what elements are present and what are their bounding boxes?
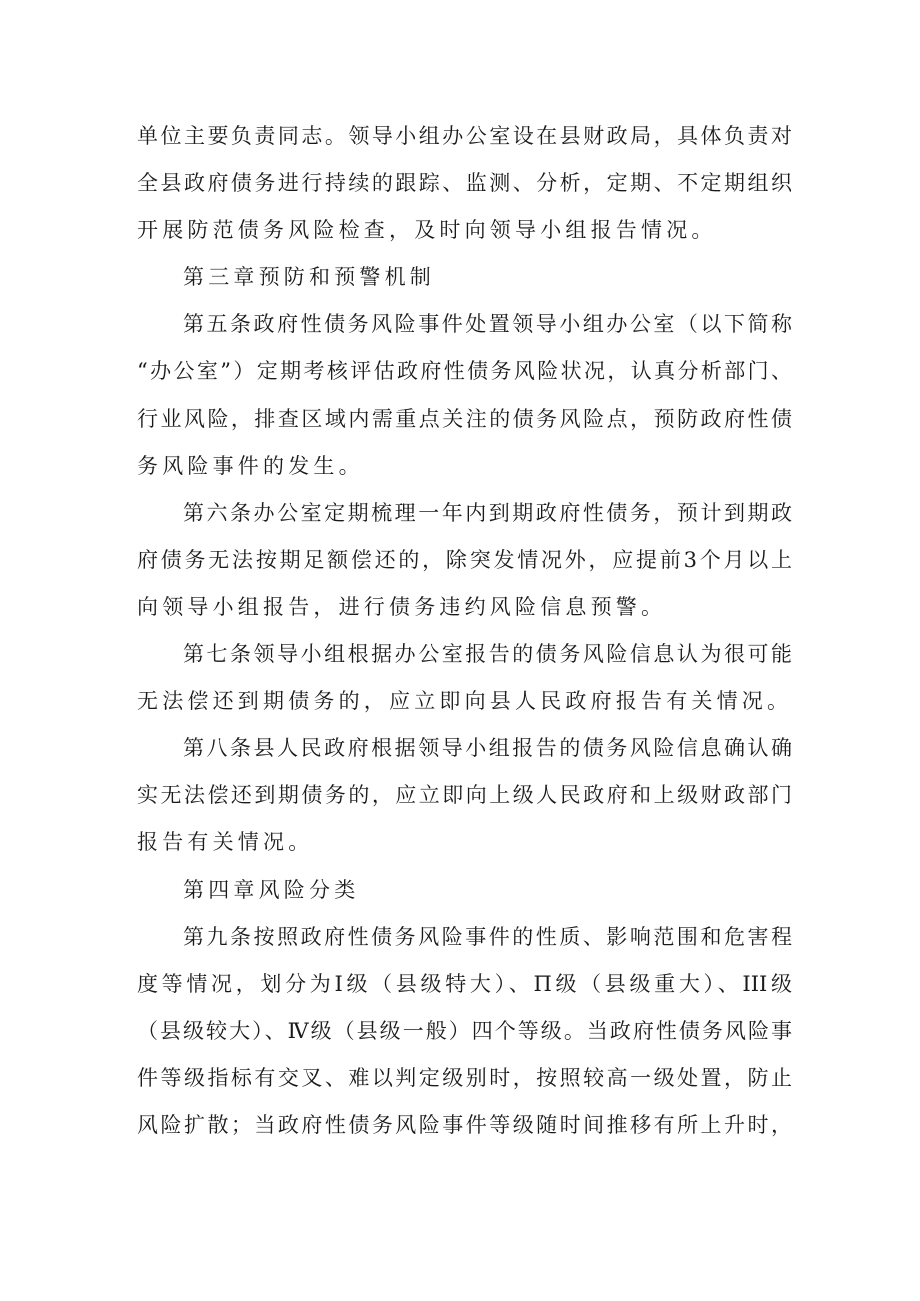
chapter-heading: 第三章预防和预警机制	[183, 265, 435, 290]
text-line: 第八条县人民政府根据领导小组报告的债务风险信息确认确	[183, 736, 792, 761]
text-line: 单位主要负责同志。领导小组办公室设在县财政局，具体负责对	[137, 124, 792, 148]
text-line: 第九条按照政府性债务风险事件的性质、影响范围和危害程	[183, 924, 792, 949]
chapter-heading: 第四章风险分类	[183, 877, 360, 902]
text-line: “办公室”）定期考核评估政府性债务风险状况，认真分析部门、	[137, 359, 792, 384]
text-line: 府债务无法按期足额偿还的，除突发情况外，应提前3个月以上	[137, 547, 792, 572]
text-line: 报告有关情况。	[137, 830, 314, 855]
text-line: （县级较大）、Ⅳ级（县级一般）四个等级。当政府性债务风险事	[137, 1018, 792, 1043]
text-line: 实无法偿还到期债务的，应立即向上级人民政府和上级财政部门	[137, 783, 792, 808]
text-line: 行业风险，排查区域内需重点关注的债务风险点，预防政府性债	[137, 406, 792, 431]
text-line: 第五条政府性债务风险事件处置领导小组办公室（以下简称	[183, 312, 792, 337]
text-line: 第七条领导小组根据办公室报告的债务风险信息认为很可能	[183, 642, 792, 667]
text-line: 风险扩散；当政府性债务风险事件等级随时间推移有所上升时，	[137, 1112, 792, 1137]
text-line: 度等情况，划分为Ⅰ级（县级特大）、Π级（县级重大）、III级	[137, 971, 792, 996]
text-line: 全县政府债务进行持续的跟踪、监测、分析，定期、不定期组织	[137, 171, 792, 196]
text-line: 无法偿还到期债务的，应立即向县人民政府报告有关情况。	[137, 689, 793, 714]
text-line: 第六条办公室定期梳理一年内到期政府性债务，预计到期政	[183, 500, 792, 525]
text-line: 件等级指标有交叉、难以判定级别时，按照较高一级处置，防止	[137, 1065, 792, 1090]
document-body	[137, 113, 792, 1149]
text-line: 开展防范债务风险检查，及时向领导小组报告情况。	[137, 218, 717, 243]
text-line: 向领导小组报告，进行债务违约风险信息预警。	[137, 594, 667, 619]
text-line: 务风险事件的发生。	[137, 453, 364, 478]
